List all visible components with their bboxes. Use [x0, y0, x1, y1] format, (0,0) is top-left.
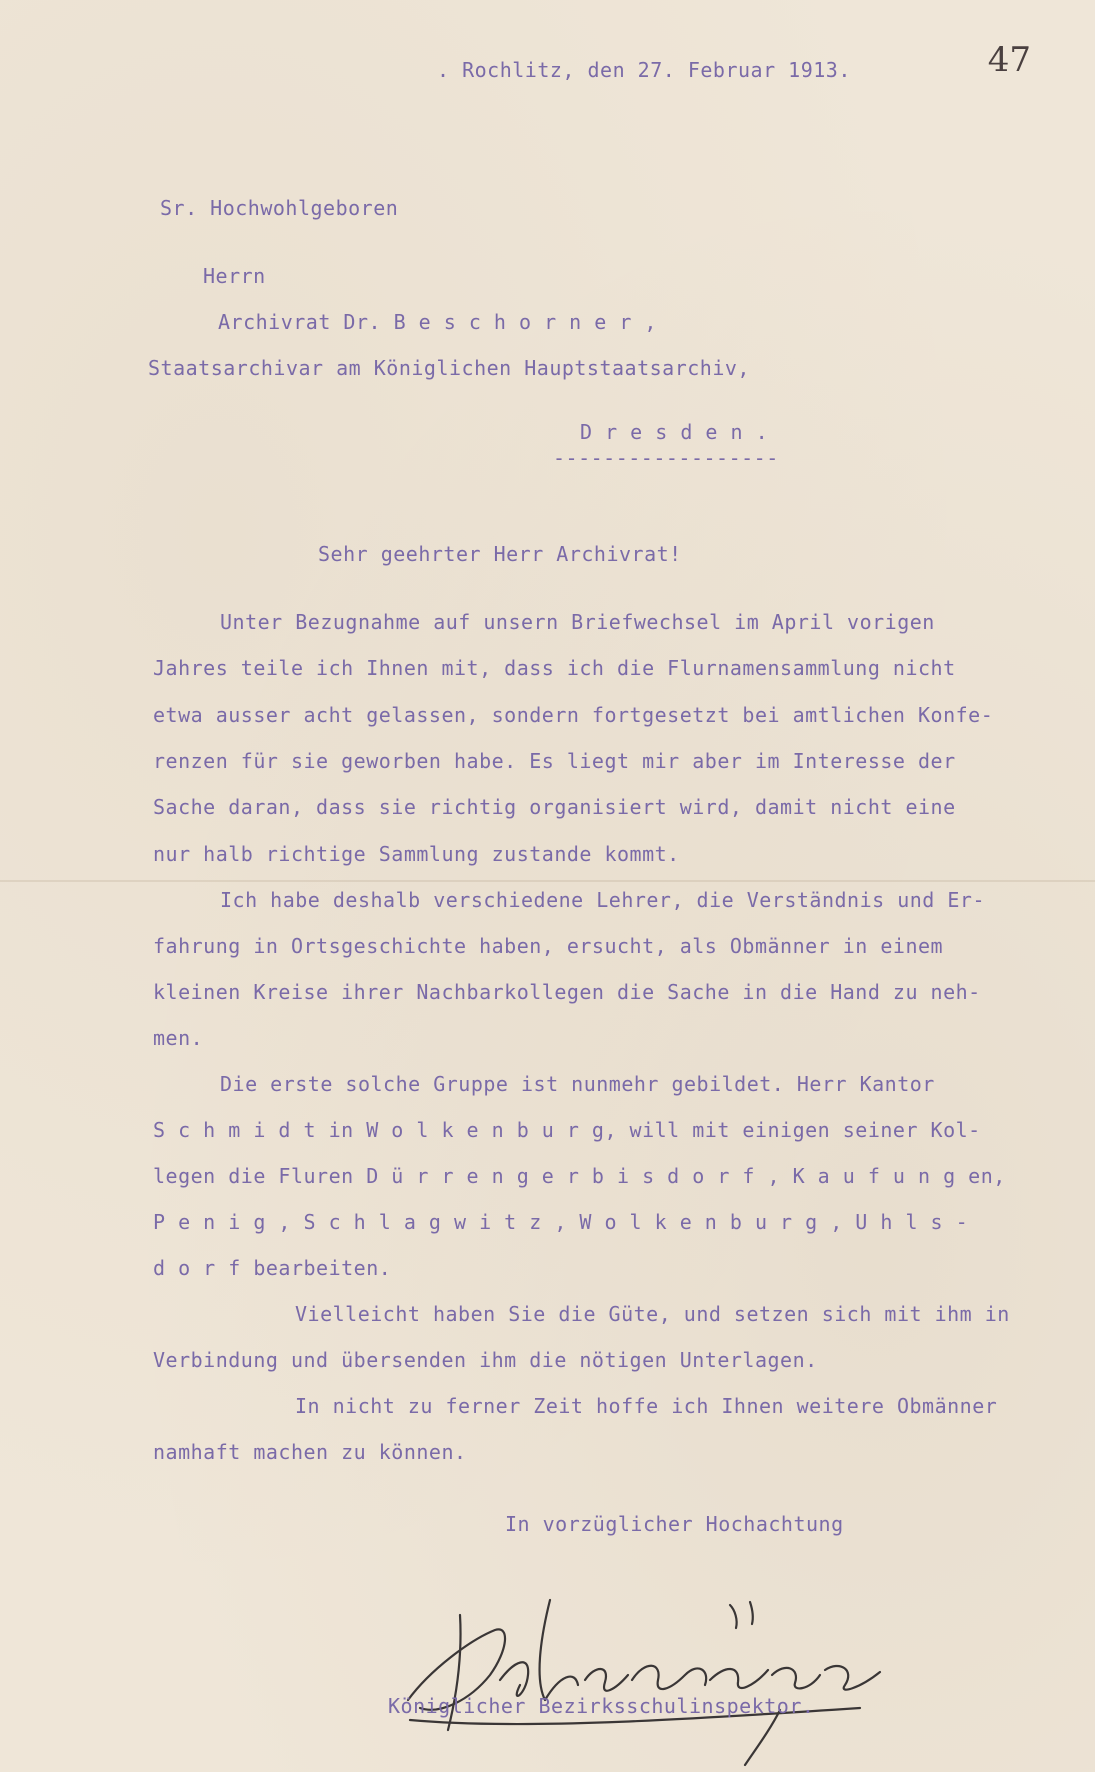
place-date: . Rochlitz, den 27. Februar 1913. [437, 58, 851, 82]
recipient-name: Archivrat Dr. B e s c h o r n e r , [218, 310, 657, 334]
page-number: 47 [987, 40, 1031, 80]
body-line: renzen für sie geworben habe. Es liegt mir aber im Interesse der [153, 749, 956, 773]
body-line: S c h m i d t in W o l k e n b u r g, will mit einigen seiner Kol- [153, 1118, 981, 1142]
body-line: Jahres teile ich Ihnen mit, dass ich die Flurnamensammlung nicht [153, 656, 956, 680]
handwritten-signature [400, 1580, 900, 1770]
body-line: legen die Fluren D ü r r e n g e r b i s d o r f , K a u f u n g en, [153, 1164, 1006, 1188]
body-line: men. [153, 1026, 204, 1050]
body-line: kleinen Kreise ihrer Nachbarkollegen die Sache in die Hand zu neh- [153, 980, 981, 1004]
body-line: Sache daran, dass sie richtig organisiert wird, damit nicht eine [153, 795, 956, 819]
recipient-city: D r e s d e n . [580, 420, 769, 444]
body-line: Verbindung und übersenden ihm die nötigen Unterlagen. [153, 1348, 818, 1372]
body-line: nur halb richtige Sammlung zustande kommt. [153, 842, 680, 866]
body-line: In nicht zu ferner Zeit hoffe ich Ihnen weitere Obmänner [295, 1394, 998, 1418]
body-line: Unter Bezugnahme auf unsern Briefwechsel im April vorigen [220, 610, 935, 634]
closing: In vorzüglicher Hochachtung [505, 1512, 844, 1536]
recipient-salutation: Sr. Hochwohlgeboren [160, 196, 399, 220]
body-line: fahrung in Ortsgeschichte haben, ersucht, als Obmänner in einem [153, 934, 944, 958]
recipient-title: Herrn [203, 264, 266, 288]
signatory-role: Königlicher Bezirksschulinspektor. [388, 1694, 815, 1718]
body-line: Vielleicht haben Sie die Güte, und setzen sich mit ihm in [295, 1302, 1010, 1326]
paper-fold [0, 880, 1095, 882]
city-underline: ------------------ [553, 446, 779, 470]
greeting: Sehr geehrter Herr Archivrat! [318, 542, 682, 566]
body-line: P e n i g , S c h l a g w i t z , W o l k e n b u r g , U h l s - [153, 1210, 969, 1234]
body-line: Ich habe deshalb verschiedene Lehrer, die Verständnis und Er- [220, 888, 986, 912]
body-line: d o r f bearbeiten. [153, 1256, 392, 1280]
body-line: namhaft machen zu können. [153, 1440, 467, 1464]
body-line: etwa ausser acht gelassen, sondern fortgesetzt bei amtlichen Konfe- [153, 703, 994, 727]
body-line: Die erste solche Gruppe ist nunmehr gebildet. Herr Kantor [220, 1072, 935, 1096]
recipient-position: Staatsarchivar am Königlichen Hauptstaatsarchiv, [148, 356, 750, 380]
